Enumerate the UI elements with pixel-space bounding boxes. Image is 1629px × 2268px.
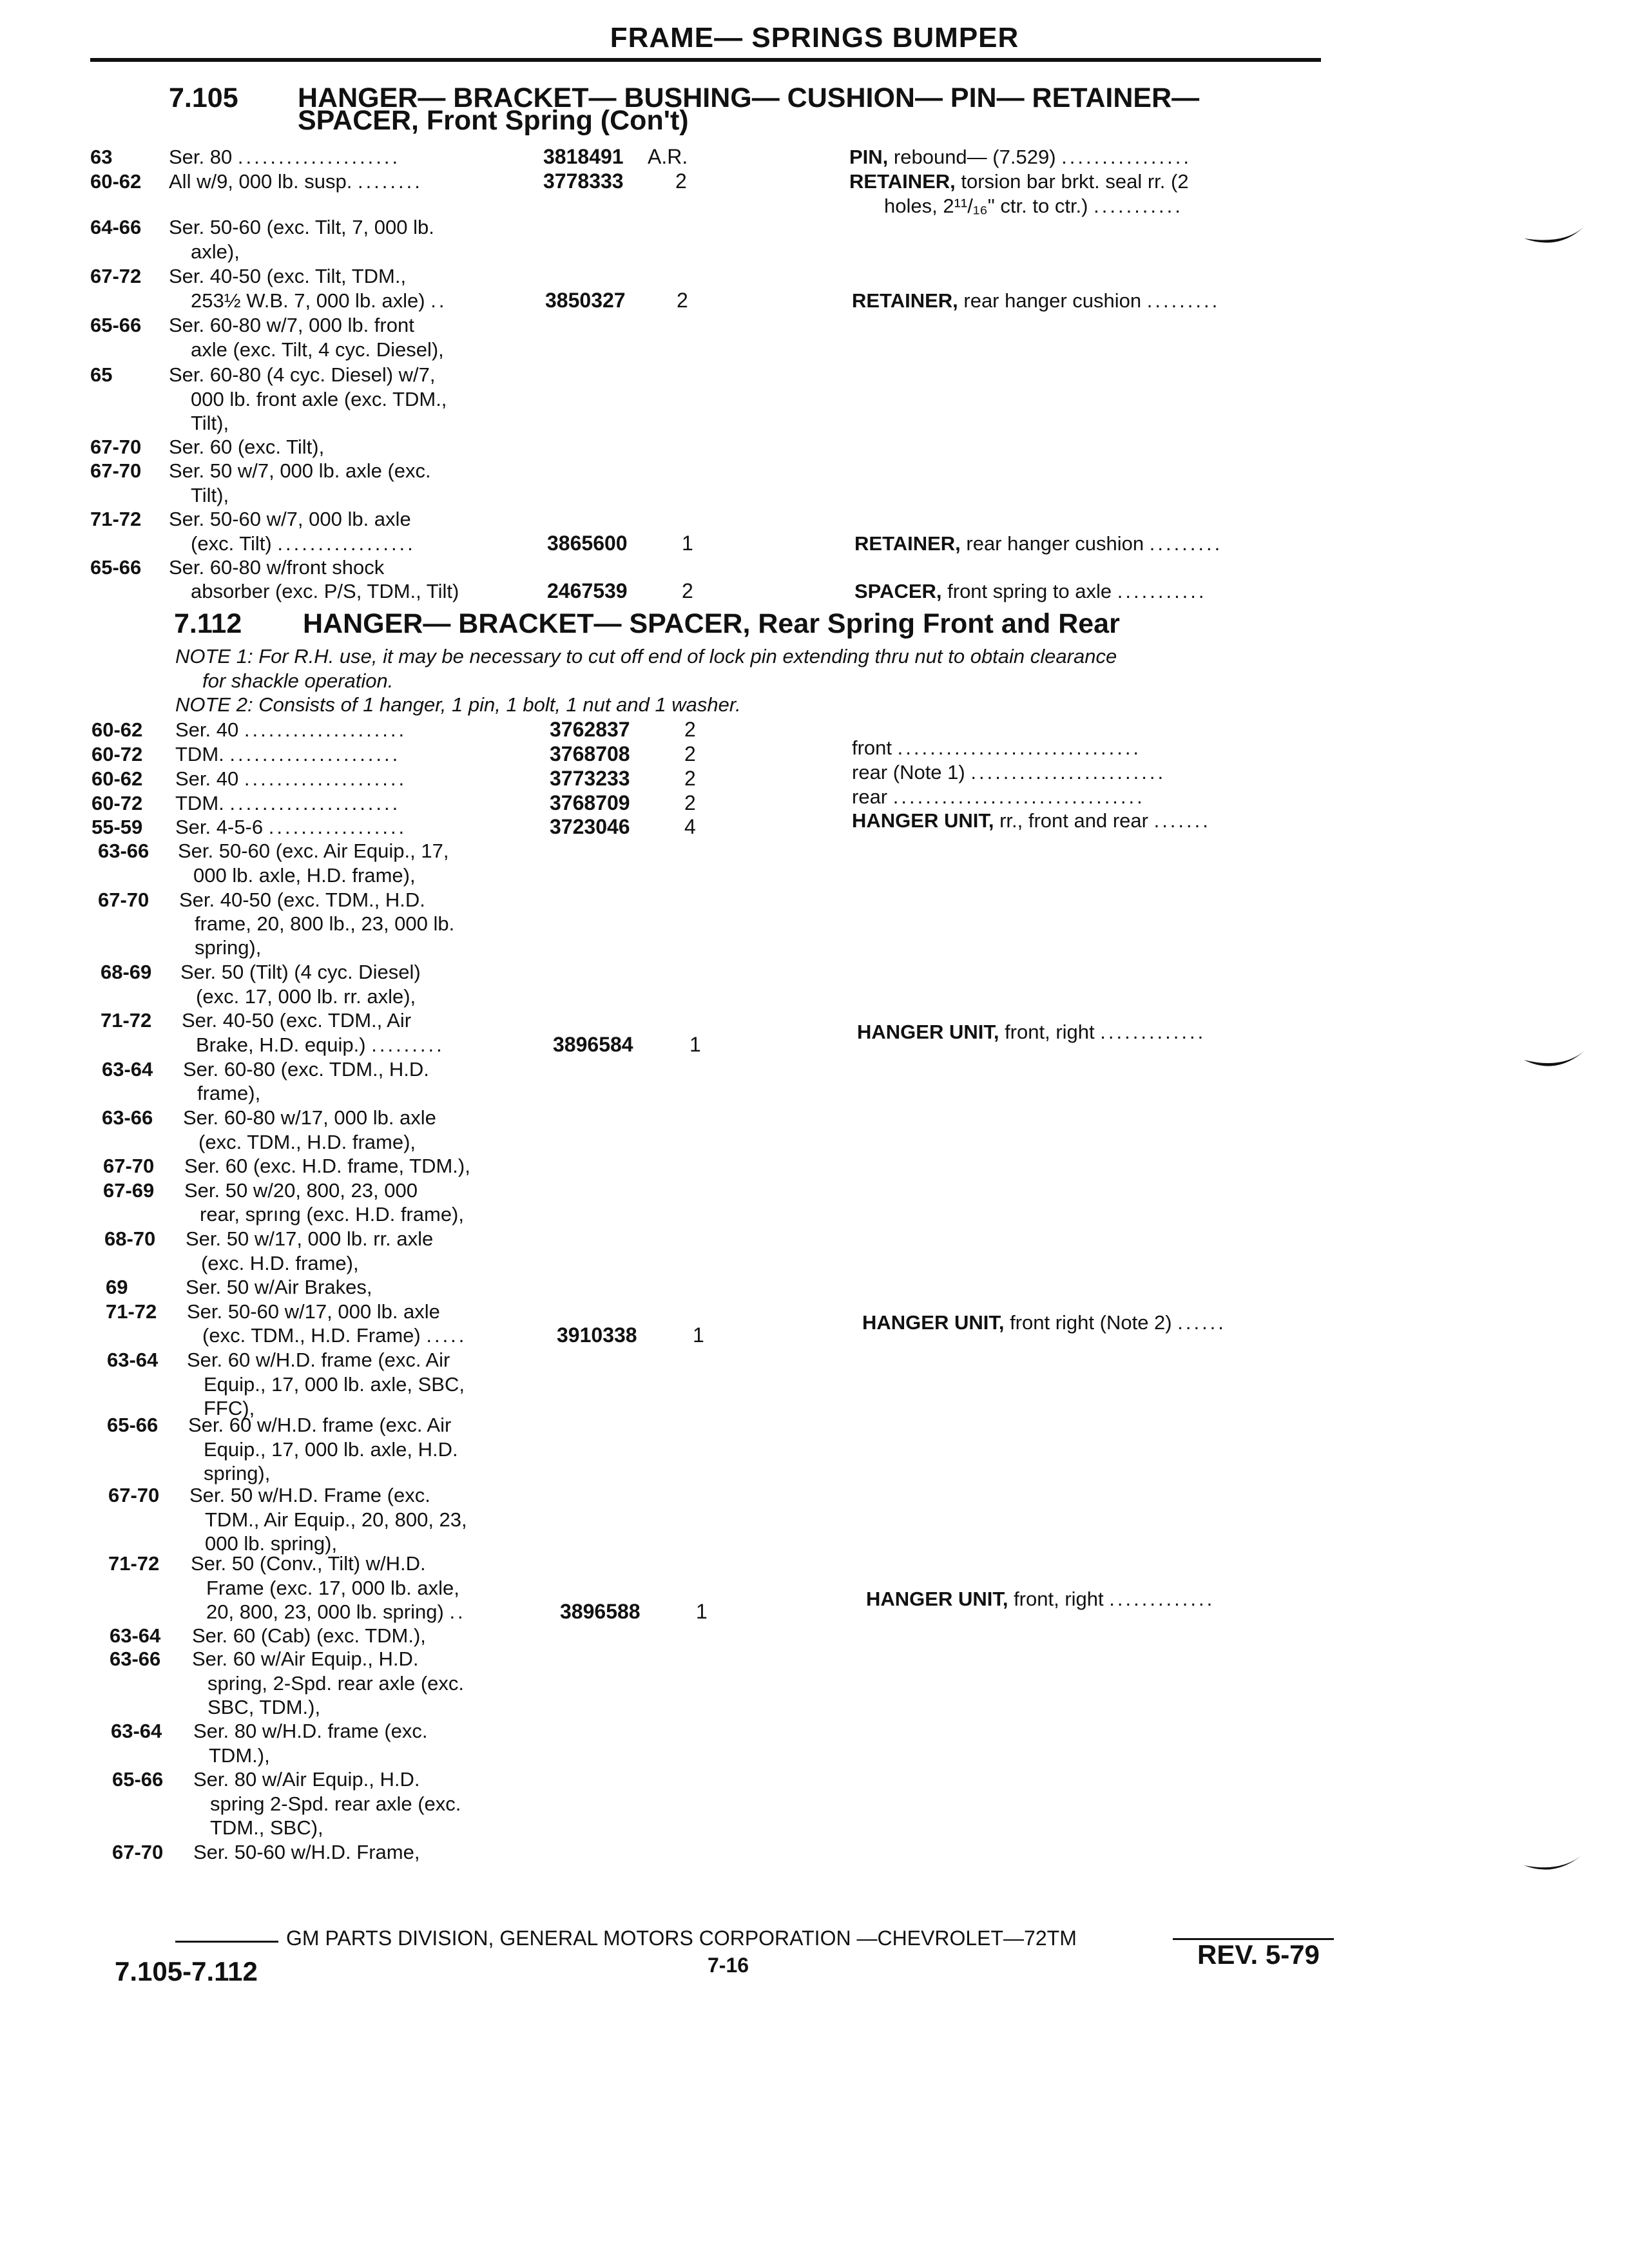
model-years: 63-66 xyxy=(110,1648,161,1670)
application-text: Ser. 50-60 (exc. Tilt, 7, 000 lb. xyxy=(169,216,434,238)
application-text: Ser. 50-60 (exc. Air Equip., 17, xyxy=(178,840,449,862)
footer-section-range: 7.105-7.112 xyxy=(115,1956,258,1986)
quantity: 2 xyxy=(684,742,696,765)
model-years: 68-70 xyxy=(104,1227,156,1250)
application-text: spring 2-Spd. rear axle (exc. xyxy=(210,1792,461,1815)
page-title: FRAME— SPRINGS BUMPER xyxy=(610,22,1019,53)
model-years: 63-66 xyxy=(102,1106,153,1129)
footer-revision: REV. 5-79 xyxy=(1197,1939,1320,1970)
part-description: RETAINER, torsion bar brkt. seal rr. (2 xyxy=(849,170,1189,193)
application-text: All w/9, 000 lb. susp. ........ xyxy=(169,170,423,193)
section-title-line1: HANGER— BRACKET— BUSHING— CUSHION— PIN— RETAINER— xyxy=(298,82,1200,113)
part-description: holes, 2¹¹/₁₆" ctr. to ctr.) ........... xyxy=(884,195,1183,217)
binder-hole-mark xyxy=(1521,1840,1592,1885)
model-years: 67-70 xyxy=(103,1155,155,1177)
application-text: (exc. Tilt) ................. xyxy=(191,532,416,555)
model-years: 71-72 xyxy=(90,508,142,530)
part-description: RETAINER, rear hanger cushion ......... xyxy=(854,532,1223,555)
application-text: Ser. 40-50 (exc. TDM., Air xyxy=(182,1009,412,1032)
model-years: 63-64 xyxy=(102,1058,153,1081)
part-description: SPACER, front spring to axle ........... xyxy=(854,580,1207,602)
application-text: (exc. TDM., H.D. frame), xyxy=(198,1131,416,1153)
application-text: 20, 800, 23, 000 lb. spring) .. xyxy=(206,1600,466,1623)
part-number: 3778333 xyxy=(543,169,624,193)
application-text: spring), xyxy=(195,936,262,959)
model-years: 67-70 xyxy=(90,459,142,482)
part-number: 3896588 xyxy=(560,1600,641,1623)
part-number: 3773233 xyxy=(550,767,630,790)
application-text: Ser. 60-80 w/17, 000 lb. axle xyxy=(183,1106,436,1129)
part-number: 3818491 xyxy=(543,145,624,168)
part-number: 3723046 xyxy=(550,815,630,838)
part-description: HANGER UNIT, front, right ............. xyxy=(866,1588,1215,1610)
application-text: Ser. 60 w/Air Equip., H.D. xyxy=(192,1648,419,1670)
part-description: front .............................. xyxy=(852,736,1142,759)
quantity: 1 xyxy=(696,1600,708,1623)
model-years: 55-59 xyxy=(92,816,143,838)
model-years: 65-66 xyxy=(90,556,142,579)
model-years: 65-66 xyxy=(112,1768,164,1791)
application-text: TDM.), xyxy=(209,1744,270,1767)
quantity: 2 xyxy=(684,791,696,814)
application-text: Ser. 50-60 w/17, 000 lb. axle xyxy=(187,1300,440,1323)
section-title: HANGER— BRACKET— SPACER, Rear Spring Front and Rear xyxy=(303,608,1120,639)
model-years: 60-62 xyxy=(90,170,142,193)
application-text: Ser. 60-80 w/front shock xyxy=(169,556,385,579)
model-years: 65 xyxy=(90,363,113,386)
application-text: Ser. 60 (Cab) (exc. TDM.), xyxy=(192,1624,426,1647)
application-text: Ser. 40-50 (exc. Tilt, TDM., xyxy=(169,265,407,287)
application-text: Ser. 60 (exc. Tilt), xyxy=(169,436,325,458)
quantity: 2 xyxy=(682,579,693,602)
part-description: PIN, rebound— (7.529) ................ xyxy=(849,146,1191,168)
footer-division: GM PARTS DIVISION, GENERAL MOTORS CORPORATION —CHEVROLET—72TM xyxy=(286,1927,1077,1950)
quantity: 4 xyxy=(684,815,696,838)
model-years: 60-62 xyxy=(92,718,143,741)
application-text: Ser. 80 w/H.D. frame (exc. xyxy=(193,1720,428,1742)
part-description: RETAINER, rear hanger cushion ......... xyxy=(852,289,1220,312)
application-text: Ser. 50 (Conv., Tilt) w/H.D. xyxy=(191,1552,426,1575)
model-years: 67-72 xyxy=(90,265,142,287)
section-title-line2 xyxy=(298,105,689,136)
application-text: Ser. 50-60 w/H.D. Frame, xyxy=(193,1841,420,1863)
application-text: axle (exc. Tilt, 4 cyc. Diesel), xyxy=(191,338,444,361)
part-number: 3910338 xyxy=(557,1323,637,1347)
part-number: 3762837 xyxy=(550,718,630,741)
application-text: Ser. 50 w/H.D. Frame (exc. xyxy=(189,1484,430,1506)
application-text: axle), xyxy=(191,240,240,263)
part-number: 3768709 xyxy=(550,791,630,814)
quantity: 2 xyxy=(684,767,696,790)
application-text: Ser. 50 w/20, 800, 23, 000 xyxy=(184,1179,418,1202)
model-years: 60-72 xyxy=(92,743,143,765)
application-text: TDM. ..................... xyxy=(175,743,401,765)
quantity: A.R. xyxy=(648,145,688,168)
application-text: Ser. 60 w/H.D. frame (exc. Air xyxy=(187,1349,450,1371)
application-text: Tilt), xyxy=(191,484,229,506)
application-text: Ser. 60 w/H.D. frame (exc. Air xyxy=(188,1414,452,1436)
part-number: 3850327 xyxy=(545,289,626,312)
application-text: Ser. 40 .................... xyxy=(175,767,407,790)
part-description: HANGER UNIT, front, right ............. xyxy=(857,1021,1206,1043)
section-number: 7.112 xyxy=(174,608,242,639)
application-text: frame), xyxy=(197,1082,261,1104)
part-description: HANGER UNIT, front right (Note 2) ...... xyxy=(862,1311,1226,1334)
application-text: Frame (exc. 17, 000 lb. axle, xyxy=(206,1577,459,1599)
part-number: 3896584 xyxy=(553,1033,633,1056)
application-text: (exc. H.D. frame), xyxy=(201,1252,359,1274)
part-description: rear ............................... xyxy=(852,785,1145,808)
model-years: 63-64 xyxy=(111,1720,162,1742)
quantity: 2 xyxy=(677,289,688,312)
model-years: 63-64 xyxy=(110,1624,161,1647)
application-text: Equip., 17, 000 lb. axle, SBC, xyxy=(204,1373,465,1396)
application-text: FFC), xyxy=(204,1397,255,1419)
part-number: 3865600 xyxy=(547,532,628,555)
model-years: 60-72 xyxy=(92,792,143,814)
application-text: Ser. 4-5-6 ................. xyxy=(175,816,407,838)
application-text: Ser. 80 w/Air Equip., H.D. xyxy=(193,1768,420,1791)
model-years: 64-66 xyxy=(90,216,142,238)
model-years: 67-70 xyxy=(108,1484,160,1506)
model-years: 67-69 xyxy=(103,1179,155,1202)
section-number: 7.105 xyxy=(169,82,238,113)
model-years: 68-69 xyxy=(101,961,152,983)
model-years: 67-70 xyxy=(90,436,142,458)
application-text: Ser. 60-80 (exc. TDM., H.D. xyxy=(183,1058,429,1081)
model-years: 67-70 xyxy=(112,1841,164,1863)
model-years: 71-72 xyxy=(106,1300,157,1323)
part-number: 2467539 xyxy=(547,579,628,602)
footer-page-number: 7-16 xyxy=(708,1954,749,1977)
binder-hole-mark xyxy=(1521,213,1592,258)
application-text: Tilt), xyxy=(191,412,229,434)
model-years: 71-72 xyxy=(108,1552,160,1575)
application-text: Ser. 50 w/17, 000 lb. rr. axle xyxy=(186,1227,434,1250)
model-years: 65-66 xyxy=(107,1414,159,1436)
application-text: Ser. 40-50 (exc. TDM., H.D. xyxy=(179,889,425,911)
application-text: 253½ W.B. 7, 000 lb. axle) .. xyxy=(191,289,447,312)
application-text: Ser. 60 (exc. H.D. frame, TDM.), xyxy=(184,1155,470,1177)
model-years: 60-62 xyxy=(92,767,143,790)
model-years: 71-72 xyxy=(101,1009,152,1032)
application-text: Brake, H.D. equip.) ......... xyxy=(196,1033,445,1056)
quantity: 2 xyxy=(675,169,687,193)
application-text: rear, sprıng (exc. H.D. frame), xyxy=(200,1203,464,1225)
note-1-continued: for shackle operation. xyxy=(202,669,394,692)
footer-rule-left xyxy=(175,1941,278,1943)
application-text: Ser. 50 w/7, 000 lb. axle (exc. xyxy=(169,459,431,482)
quantity: 2 xyxy=(684,718,696,741)
application-text: spring, 2-Spd. rear axle (exc. xyxy=(207,1672,465,1695)
application-text: absorber (exc. P/S, TDM., Tilt) xyxy=(191,580,459,602)
section-title-continued: SPACER, Front Spring (Con't) xyxy=(298,105,689,136)
application-text: 000 lb. front axle (exc. TDM., xyxy=(191,388,447,410)
application-text: TDM., Air Equip., 20, 800, 23, xyxy=(205,1508,467,1531)
application-text: frame, 20, 800 lb., 23, 000 lb. xyxy=(195,912,455,935)
binder-hole-mark xyxy=(1521,1041,1592,1086)
quantity: 1 xyxy=(689,1033,701,1056)
quantity: 1 xyxy=(682,532,693,555)
note-1: NOTE 1: For R.H. use, it may be necessary to cut off end of lock pin extending thru nut to obtain clearance xyxy=(175,645,1117,668)
application-text: Equip., 17, 000 lb. axle, H.D. xyxy=(204,1438,458,1461)
application-text: Ser. 60-80 w/7, 000 lb. front xyxy=(169,314,414,336)
application-text: TDM., SBC), xyxy=(210,1816,323,1839)
part-description: HANGER UNIT, rr., front and rear ....... xyxy=(852,809,1211,832)
application-text: 000 lb. axle, H.D. frame), xyxy=(193,864,416,887)
application-text: Ser. 80 .................... xyxy=(169,146,401,168)
model-years: 67-70 xyxy=(98,889,149,911)
application-text: Ser. 50-60 w/7, 000 lb. axle xyxy=(169,508,411,530)
application-text: 000 lb. spring), xyxy=(205,1532,338,1555)
note-2: NOTE 2: Consists of 1 hanger, 1 pin, 1 bolt, 1 nut and 1 washer. xyxy=(175,693,741,716)
header-rule xyxy=(90,58,1321,62)
part-description: rear (Note 1) ........................ xyxy=(852,761,1166,783)
model-years: 63-66 xyxy=(98,840,149,862)
part-number: 3768708 xyxy=(550,742,630,765)
application-text: Ser. 50 w/Air Brakes, xyxy=(186,1276,372,1298)
model-years: 63-64 xyxy=(107,1349,159,1371)
application-text: TDM. ..................... xyxy=(175,792,401,814)
application-text: (exc. TDM., H.D. Frame) ..... xyxy=(202,1324,467,1347)
application-text: (exc. 17, 000 lb. rr. axle), xyxy=(196,985,416,1008)
model-years: 69 xyxy=(106,1276,128,1298)
model-years: 63 xyxy=(90,146,113,168)
application-text: spring), xyxy=(204,1462,271,1485)
application-text: Ser. 60-80 (4 cyc. Diesel) w/7, xyxy=(169,363,436,386)
application-text: SBC, TDM.), xyxy=(207,1696,321,1718)
application-text: Ser. 40 .................... xyxy=(175,718,407,741)
quantity: 1 xyxy=(693,1323,704,1347)
model-years: 65-66 xyxy=(90,314,142,336)
application-text: Ser. 50 (Tilt) (4 cyc. Diesel) xyxy=(180,961,421,983)
